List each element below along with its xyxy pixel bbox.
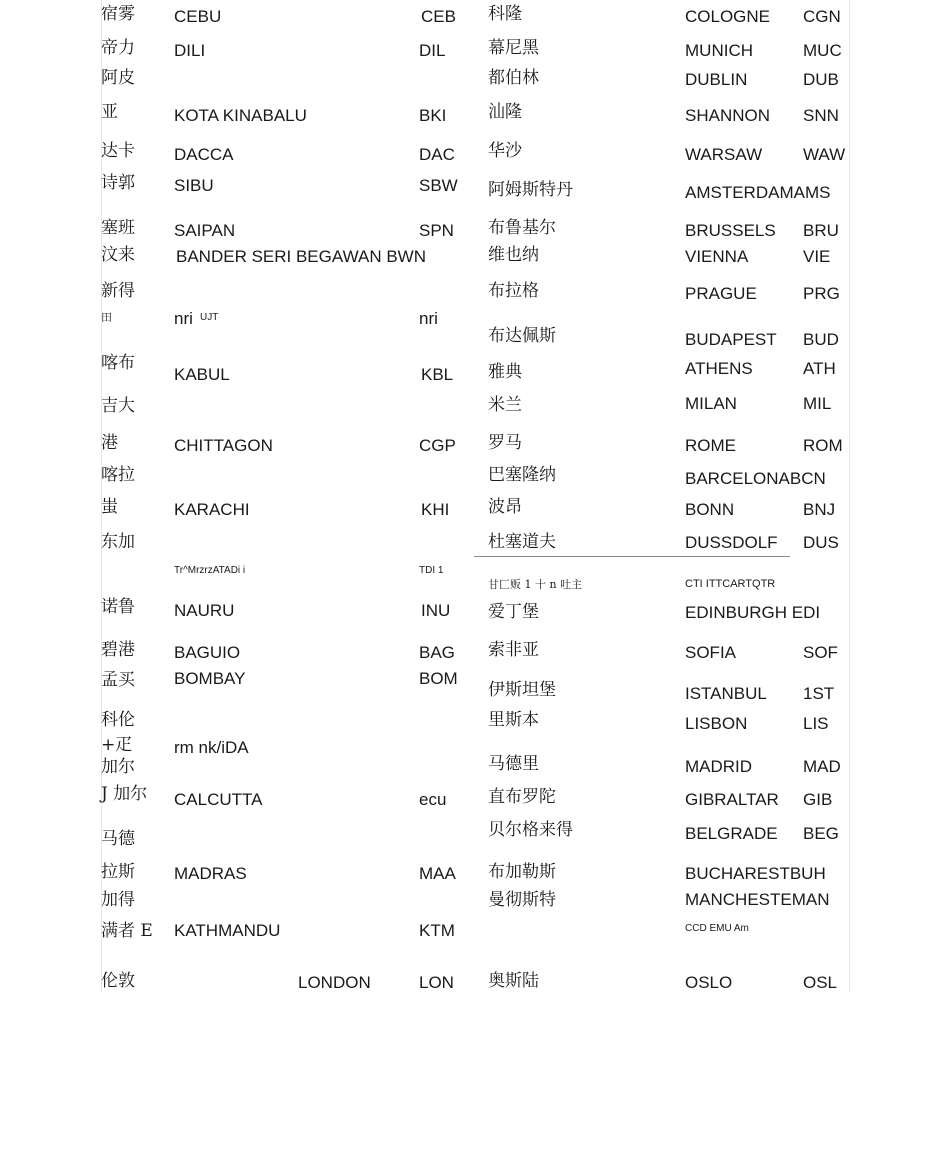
- left-city: nri: [174, 309, 193, 328]
- right-city: BUDAPEST: [685, 330, 777, 349]
- left-code: KBL: [421, 365, 454, 384]
- left-cn-name: 加得: [101, 890, 135, 910]
- right-city: MILAN: [685, 394, 737, 413]
- left-code: MAA: [419, 864, 456, 883]
- right-city: VIENNA: [685, 247, 749, 266]
- right-cn-name: 科隆: [488, 4, 522, 24]
- right-code: ROM: [803, 436, 843, 455]
- left-code: SPN: [419, 221, 454, 240]
- left-cn-name: 汶来: [101, 245, 135, 265]
- right-cn-name: 巴塞隆纳: [488, 465, 556, 485]
- left-city: BANDER SERI BEGAWAN BWN: [176, 247, 426, 266]
- right-city: AMSTERDAMAMS: [685, 183, 831, 202]
- right-cn-name: 布鲁基尔: [488, 218, 556, 238]
- left-city: MADRAS: [174, 864, 247, 883]
- right-cn-name: 杜塞道夫: [488, 532, 556, 552]
- left-code: DAC: [419, 145, 455, 164]
- left-cn-name: 伦敦: [101, 971, 135, 991]
- right-city: ISTANBUL: [685, 684, 767, 703]
- right-cn-name: 甘匚贩 1 十 n 吐主: [488, 578, 583, 591]
- left-cn-name: 亚: [101, 102, 118, 122]
- right-cn-name: 汕隆: [488, 102, 522, 122]
- right-cn-name: 直布罗陀: [488, 787, 556, 807]
- left-cn-name: 蚩: [101, 497, 118, 517]
- right-code: SNN: [803, 106, 839, 125]
- right-city: COLOGNE: [685, 7, 771, 26]
- left-cn-name: 帝力: [101, 38, 135, 58]
- right-city: WARSAW: [685, 145, 763, 164]
- left-cn-name: 喀布: [101, 353, 135, 373]
- right-city: SHANNON: [685, 106, 771, 125]
- left-city: DACCA: [174, 145, 234, 164]
- right-code: LIS: [803, 714, 829, 733]
- left-code: DIL: [419, 41, 446, 60]
- right-code: SOF: [803, 643, 838, 662]
- left-cn-name: 喀拉: [101, 465, 135, 485]
- right-code: ATH: [803, 359, 836, 378]
- right-city: SOFIA: [685, 643, 737, 662]
- right-cn-name: 索非亚: [488, 640, 539, 660]
- right-city: CCD EMU Am: [685, 923, 749, 934]
- right-code: VIE: [803, 247, 831, 266]
- left-cn-name: J 加尔: [101, 784, 148, 804]
- right-cn-name: 阿姆斯特丹: [488, 180, 573, 200]
- right-city: PRAGUE: [685, 284, 757, 303]
- right-city: BELGRADE: [685, 824, 778, 843]
- left-city: KOTA KINABALU: [174, 106, 307, 125]
- left-cn-name: 孟买: [101, 670, 135, 690]
- left-code: TDI 1: [419, 565, 444, 576]
- right-code: OSL: [803, 973, 838, 992]
- left-cn-name: 拉斯: [101, 862, 135, 882]
- right-city: ROME: [685, 436, 736, 455]
- left-code: ecu: [419, 790, 447, 809]
- right-code: BUD: [803, 330, 839, 349]
- right-code: DUS: [803, 533, 839, 552]
- right-cn-name: 马德里: [488, 754, 539, 774]
- left-cn-name: 诺鲁: [101, 597, 135, 617]
- right-code: BEG: [803, 824, 839, 843]
- left-code: BOM: [419, 669, 458, 688]
- left-cn-name: 碧港: [101, 640, 135, 660]
- right-cn-name: 奥斯陆: [488, 971, 539, 991]
- left-city: Tr^MrzrzATADi i: [174, 565, 246, 576]
- right-city: CTI ITTCARTQTR: [685, 578, 776, 590]
- right-code: GIB: [803, 790, 833, 809]
- left-city: SIBU: [174, 176, 214, 195]
- right-city: BRUSSELS: [685, 221, 776, 240]
- left-cn-name: 田: [101, 311, 112, 324]
- right-city: OSLO: [685, 973, 733, 992]
- left-code: CEB: [421, 7, 456, 26]
- right-cn-name: 爱丁堡: [488, 602, 539, 622]
- left-code: BKI: [419, 106, 447, 125]
- left-code: nri: [419, 309, 438, 328]
- left-cn-name: +疋: [101, 735, 133, 755]
- right-cn-name: 布加勒斯: [488, 862, 556, 882]
- left-code: KTM: [419, 921, 455, 940]
- left-cn-name: 马德: [101, 829, 135, 849]
- right-cn-name: 华沙: [488, 141, 522, 161]
- left-city: SAIPAN: [174, 221, 236, 240]
- left-code: KHI: [421, 500, 450, 519]
- right-cn-name: 贝尔格来得: [488, 820, 573, 840]
- left-city: BAGUIO: [174, 643, 241, 662]
- left-code: BAG: [419, 643, 455, 662]
- right-cn-name: 布达佩斯: [488, 326, 556, 346]
- separator-line: [474, 556, 790, 557]
- left-cn-name: 东加: [101, 532, 135, 552]
- left-city: CALCUTTA: [174, 790, 263, 809]
- left-city: rm nk/iDA: [174, 738, 249, 757]
- left-code: INU: [421, 601, 451, 620]
- right-city: MADRID: [685, 757, 753, 776]
- right-city: MANCHESTEMAN: [685, 890, 830, 909]
- left-city: LONDON: [298, 973, 371, 992]
- left-city: CHITTAGON: [174, 436, 273, 455]
- left-city: KARACHI: [174, 500, 250, 519]
- right-city: ATHENS: [685, 359, 753, 378]
- right-cn-name: 维也纳: [488, 245, 539, 265]
- left-cn-name: 港: [101, 433, 118, 453]
- right-code: PRG: [803, 284, 840, 303]
- right-city: GIBRALTAR: [685, 790, 779, 809]
- right-code: DUB: [803, 70, 839, 89]
- right-code: 1ST: [803, 684, 835, 703]
- right-code: BRU: [803, 221, 839, 240]
- right-cn-name: 雅典: [488, 362, 522, 382]
- right-city: BONN: [685, 500, 735, 519]
- right-cn-name: 罗马: [488, 433, 522, 453]
- right-border-line: [849, 0, 850, 992]
- left-cn-name: 新得: [101, 281, 135, 301]
- right-city: DUBLIN: [685, 70, 748, 89]
- right-cn-name: 米兰: [488, 395, 522, 415]
- left-code: LON: [419, 973, 454, 992]
- right-city: MUNICH: [685, 41, 753, 60]
- left-cn-name: 阿皮: [101, 68, 135, 88]
- right-cn-name: 里斯本: [488, 710, 539, 730]
- right-cn-name: 幕尼黑: [488, 38, 539, 58]
- left-cn-name: 加尔: [101, 757, 135, 777]
- left-cn-name: 满者 E: [101, 921, 153, 941]
- left-city: DILI: [174, 41, 206, 60]
- right-code: CGN: [803, 7, 841, 26]
- right-code: WAW: [803, 145, 846, 164]
- right-code: MUC: [803, 41, 842, 60]
- right-code: MAD: [803, 757, 841, 776]
- right-cn-name: 曼彻斯特: [488, 890, 556, 910]
- left-city: KABUL: [174, 365, 230, 384]
- right-code: MIL: [803, 394, 832, 413]
- left-code: SBW: [419, 176, 458, 195]
- left-city-sub: UJT: [200, 312, 219, 323]
- right-cn-name: 都伯林: [488, 68, 539, 88]
- right-city: EDINBURGH EDI: [685, 603, 821, 622]
- left-city: NAURU: [174, 601, 235, 620]
- right-cn-name: 伊斯坦堡: [488, 680, 556, 700]
- left-city: CEBU: [174, 7, 222, 26]
- left-cn-name: 宿雾: [101, 4, 135, 24]
- right-city: DUSSDOLF: [685, 533, 778, 552]
- left-cn-name: 诗郭: [101, 173, 135, 193]
- right-cn-name: 波昂: [488, 497, 522, 517]
- left-cn-name: 达卡: [101, 141, 135, 161]
- left-code: CGP: [419, 436, 456, 455]
- left-city: BOMBAY: [174, 669, 246, 688]
- left-cn-name: 科伦: [101, 710, 135, 730]
- left-cn-name: 吉大: [101, 396, 135, 416]
- right-city: BUCHARESTBUH: [685, 864, 826, 883]
- right-code: BNJ: [803, 500, 836, 519]
- right-city: LISBON: [685, 714, 748, 733]
- right-city: BARCELONABCN: [685, 469, 826, 488]
- left-cn-name: 塞班: [101, 218, 135, 238]
- left-city: KATHMANDU: [174, 921, 281, 940]
- right-cn-name: 布拉格: [488, 281, 539, 301]
